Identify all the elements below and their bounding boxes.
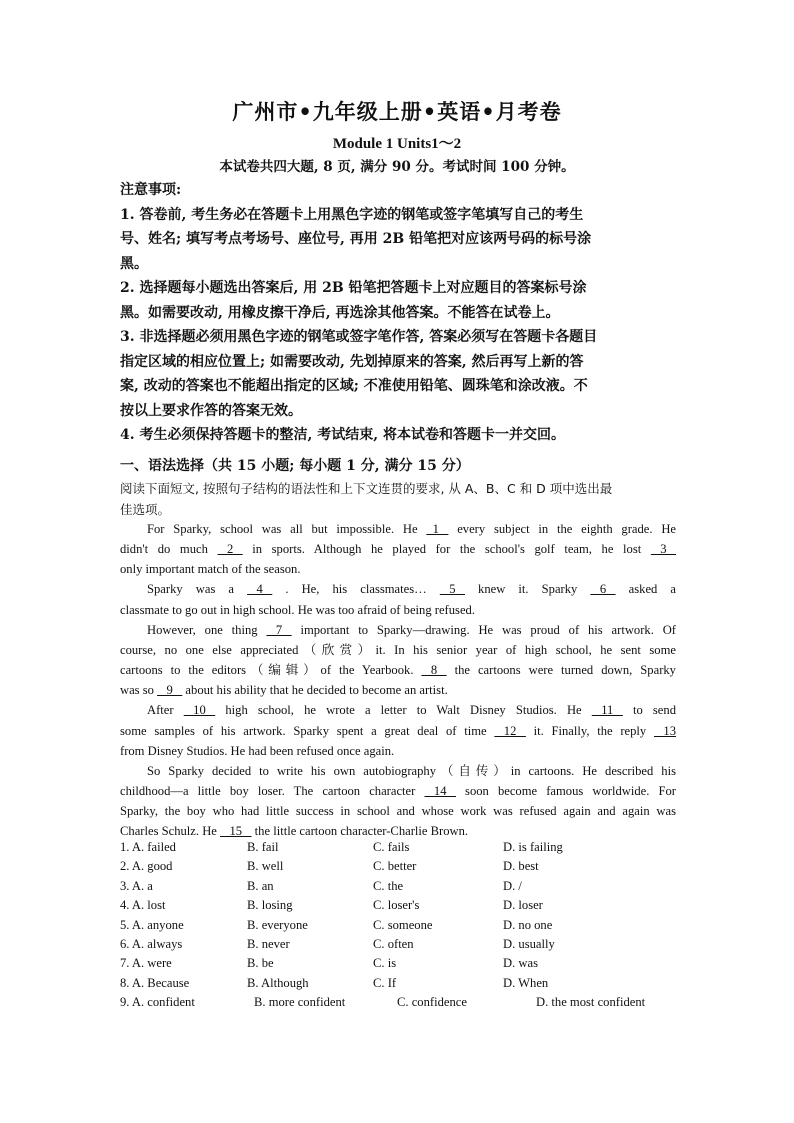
note-line: 1. 答卷前, 考生务必在答题卡上用黑色字迹的钢笔或签字笔填写自己的考生	[120, 206, 584, 223]
answer-blank[interactable]: 5	[439, 582, 465, 597]
option-row	[120, 896, 680, 915]
passage-line	[120, 620, 676, 640]
option-c[interactable]: C. confidence	[397, 995, 467, 1010]
notes-section	[120, 178, 672, 448]
passage-text: . He, his classmates…	[272, 582, 440, 597]
passage-line	[120, 741, 676, 761]
option-d[interactable]: D. was	[503, 956, 538, 971]
option-b[interactable]: B. be	[247, 956, 274, 971]
passage-line	[120, 700, 676, 720]
option-d[interactable]: D. usually	[503, 936, 555, 951]
passage-line	[120, 680, 676, 700]
option-c[interactable]: C. loser's	[373, 898, 420, 913]
answer-blank[interactable]: 11	[591, 703, 623, 718]
option-b[interactable]: B. more confident	[254, 995, 346, 1010]
section-heading: 一、语法选择（共 15 小题; 每小题 1 分, 满分 15 分）	[120, 458, 470, 474]
option-a[interactable]: 2. A. good	[120, 859, 173, 874]
option-a[interactable]: 5. A. anyone	[120, 917, 184, 932]
passage-line	[120, 519, 676, 539]
option-c[interactable]: C. the	[373, 878, 404, 893]
answer-blank[interactable]: 3	[650, 542, 676, 557]
passage-text: from Disney Studios. He had been refused once again.	[120, 743, 395, 758]
passage-line	[120, 600, 676, 620]
answer-blank[interactable]: 12	[494, 723, 526, 738]
option-d[interactable]: D. the most confident	[536, 995, 646, 1010]
passage-text: For Sparky, school was all but impossible. He	[147, 522, 427, 536]
answer-blank[interactable]: 2	[217, 542, 243, 557]
passage-text: important to Sparky—drawing. He was proud of his artwork. Of	[291, 622, 676, 637]
note-line: 2. 选择题每小题选出答案后, 用 2B 铅笔把答题卡上对应题目的答案标号涂	[120, 280, 587, 296]
answer-blank[interactable]: 14	[424, 784, 456, 799]
answer-blank[interactable]: 1	[426, 522, 449, 536]
option-a[interactable]: 3. A. a	[120, 878, 153, 893]
option-row	[120, 838, 680, 857]
note-line: 黑。如需要改动, 用橡皮擦干净后, 再选涂其他答案。不能答在试卷上。	[120, 304, 560, 321]
passage-text: So Sparky decided to write his own autobiography（自传）in cartoons. He described his	[147, 763, 676, 778]
note-line: 案, 改动的答案也不能超出指定的区域; 不准使用铅笔、圆珠笔和涂改液。不	[120, 378, 588, 394]
instruction-line: 佳选项。	[120, 502, 171, 517]
passage-text: some samples of his artwork. Sparky spent a great deal of time	[120, 723, 495, 738]
passage-text: Sparky was a	[147, 582, 248, 597]
page-subtitle: Module 1 Units1～2	[332, 136, 462, 152]
answer-blank[interactable]: 15	[220, 824, 252, 839]
passage-text: was so	[120, 683, 158, 698]
answer-blank[interactable]: 7	[266, 622, 292, 637]
option-d[interactable]: D. is failing	[503, 840, 563, 854]
answer-blank[interactable]: 10	[183, 703, 216, 718]
option-a[interactable]: 1. A. failed	[120, 840, 176, 854]
passage-line	[120, 579, 676, 599]
option-d[interactable]: D. When	[503, 975, 549, 990]
option-a[interactable]: 4. A. lost	[120, 898, 166, 913]
passage-line	[120, 761, 676, 781]
answer-options	[120, 838, 680, 1013]
passage-text: high school, he wrote a letter to Walt Disney Studios. He	[215, 703, 592, 718]
instruction-line: 阅读下面短文, 按照句子结构的语法性和上下文连贯的要求, 从 A、B、C 和 D 项中选出最	[120, 481, 613, 496]
option-row	[120, 935, 680, 954]
option-d[interactable]: D. best	[503, 859, 539, 874]
page-title: 广州市•九年级上册•英语•月考卷	[232, 99, 562, 124]
section-instruction	[120, 478, 675, 520]
option-a[interactable]: 7. A. were	[120, 956, 172, 971]
note-line: 3. 非选择题必须用黑色字迹的钢笔或签字笔作答, 答案必须写在答题卡各题目	[120, 329, 598, 345]
passage-line	[120, 539, 676, 559]
passage-line	[120, 660, 676, 680]
note-line: 4. 考生必须保持答题卡的整洁, 考试结束, 将本试卷和答题卡一并交回。	[120, 427, 565, 443]
option-b[interactable]: B. Although	[247, 975, 309, 990]
option-d[interactable]: D. loser	[503, 898, 543, 913]
answer-blank[interactable]: 13	[653, 723, 676, 738]
passage-text: to send	[622, 703, 676, 718]
option-row	[120, 877, 680, 896]
option-a[interactable]: 8. A. Because	[120, 975, 190, 990]
passage-text: childhood—a little boy loser. The cartoon character	[120, 784, 425, 799]
reading-passage	[120, 519, 676, 842]
answer-blank[interactable]: 4	[247, 582, 273, 597]
passage-text: course, no one else appreciated（欣赏）it. In his senior year of high school, he sent some	[120, 642, 676, 657]
passage-text: the little cartoon character-Charlie Brown.	[251, 824, 469, 839]
passage-line	[120, 721, 676, 741]
option-row	[120, 974, 680, 993]
passage-text: cartoons to the editors（编辑）of the Yearbook.	[120, 663, 422, 678]
option-b[interactable]: B. well	[247, 859, 284, 874]
note-item	[120, 203, 672, 277]
passage-text: soon become famous worldwide. For	[455, 784, 676, 799]
option-c[interactable]: C. someone	[373, 917, 433, 932]
passage-text: didn't do much	[120, 542, 218, 557]
passage-text: classmate to go out in high school. He was too afraid of being refused.	[120, 602, 475, 617]
option-c[interactable]: C. often	[373, 936, 414, 951]
option-row	[120, 954, 680, 973]
note-item	[120, 423, 672, 448]
passage-text: After	[147, 703, 184, 718]
passage-text: the cartoons were turned down, Sparky	[446, 663, 676, 678]
option-b[interactable]: B. fail	[247, 840, 279, 854]
exam-info: 本试卷共四大题, 8 页, 满分 90 分。考试时间 100 分钟。	[219, 159, 575, 175]
option-b[interactable]: B. losing	[247, 898, 293, 913]
passage-line	[120, 781, 676, 801]
option-d[interactable]: D. no one	[503, 917, 553, 932]
option-a[interactable]: 6. A. always	[120, 936, 183, 951]
passage-text: it. Finally, the reply	[525, 723, 654, 738]
note-item	[120, 325, 672, 423]
passage-text: every subject in the eighth grade. He	[448, 522, 677, 536]
option-row	[120, 916, 680, 935]
passage-text: Charles Schulz. He	[120, 824, 221, 839]
passage-text: asked a	[615, 582, 677, 597]
passage-line	[120, 801, 676, 821]
option-a[interactable]: 9. A. confident	[120, 995, 195, 1010]
passage-line	[120, 640, 676, 660]
passage-text: about his ability that he decided to become an artist.	[182, 683, 448, 698]
option-b[interactable]: B. never	[247, 936, 290, 951]
answer-blank[interactable]: 9	[157, 683, 183, 698]
answer-blank[interactable]: 6	[590, 582, 616, 597]
option-d[interactable]: D. /	[503, 878, 522, 893]
passage-text: only important match of the season.	[120, 562, 301, 577]
option-b[interactable]: B. an	[247, 878, 274, 893]
option-row	[120, 993, 680, 1012]
passage-text: in sports. Although he played for the school's golf team, he lost	[242, 542, 651, 557]
option-c[interactable]: C. If	[373, 975, 397, 990]
answer-blank[interactable]: 8	[421, 663, 447, 678]
passage-text: Sparky, the boy who had little success in school and whose work was refused again and again was	[120, 804, 676, 819]
note-line: 指定区域的相应位置上; 如需要改动, 先划掉原来的答案, 然后再写上新的答	[120, 353, 584, 370]
note-item	[120, 276, 672, 325]
notes-heading: 注意事项:	[120, 182, 182, 198]
passage-line	[120, 559, 676, 579]
option-row	[120, 857, 680, 876]
passage-text: knew it. Sparky	[464, 582, 591, 597]
option-b[interactable]: B. everyone	[247, 917, 308, 932]
notes-list	[120, 203, 672, 448]
note-line: 黑。	[120, 255, 148, 272]
option-c[interactable]: C. better	[373, 859, 417, 874]
option-c[interactable]: C. fails	[373, 840, 410, 854]
passage-text: However, one thing	[147, 622, 267, 637]
note-line: 按以上要求作答的答案无效。	[120, 402, 302, 419]
option-c[interactable]: C. is	[373, 956, 397, 971]
note-line: 号、姓名; 填写考点考场号、座位号, 再用 2B 铅笔把对应该两号码的标号涂	[120, 231, 592, 247]
